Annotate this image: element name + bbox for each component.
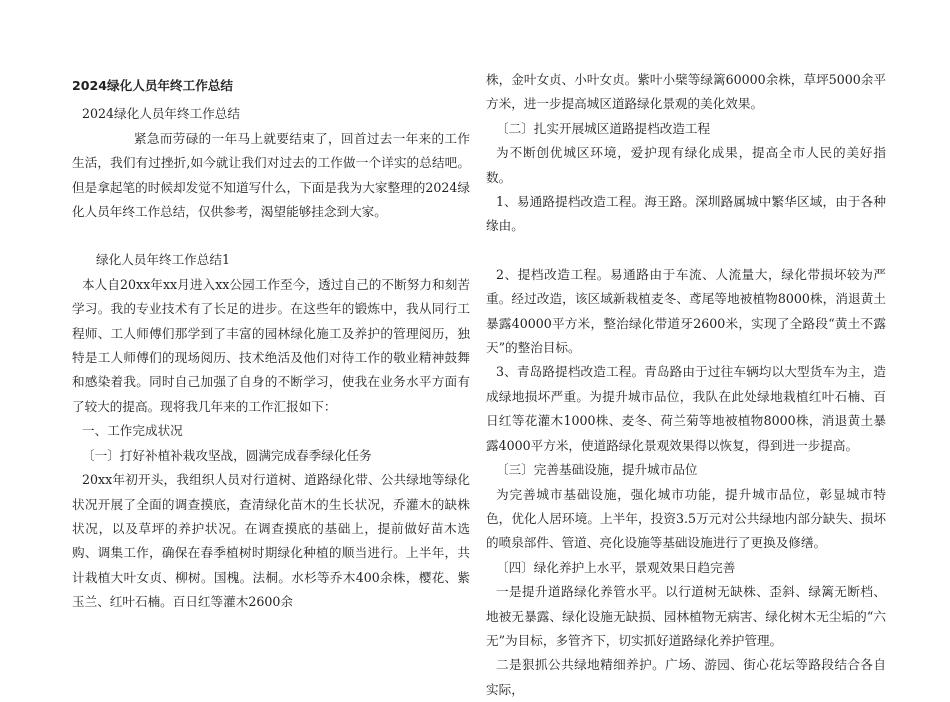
blank-line — [72, 224, 470, 248]
subsection-heading: 〔一〕打好补植补栽攻坚战，圆满完成春季绿化任务 — [82, 447, 372, 463]
body-paragraph: 为不断创优城区环境，爱护现有绿化成果，提高全市人民的美好指数。 — [486, 145, 886, 185]
body-paragraph: 20xx年初开头，我组织人员对行道树、道路绿化带、公共绿地等绿化状况开展了全面的调查摸底，查清绿化苗木的生长状况，乔灌木的缺株状况，以及草坪的养护状况。在调查摸底的基础上，提前做好苗木选购、调集工作，确保在春季植树时期绿化种植的顺当进行。上半年，共计栽植大叶女贞、柳树。国槐。法桐。水杉等乔木400余株，樱花、紫玉兰、红叶石楠。百日红等灌木2600余 — [72, 472, 470, 610]
body-paragraph-continued: 株，金叶女贞、小叶女贞。紫叶小檗等绿篱60000余株，草坪5000余平方米，进一步提高城区道路绿化景观的美化效果。 — [486, 72, 886, 112]
blank-line — [486, 239, 886, 263]
document-title: 2024绿化人员年终工作总结 — [72, 78, 233, 93]
subsection-heading: 〔二〕扎实开展城区道路提档改造工程 — [496, 120, 711, 136]
section-heading-work: 一、工作完成状况 — [82, 423, 183, 439]
right-column — [486, 68, 886, 702]
body-paragraph: 为完善城市基础设施，强化城市功能，提升城市品位，彰显城市特色，优化人居环境。上半年，投资3.5万元对公共绿地内部分缺失、损坏的喷泉部件、管道、亮化设施等基础设施进行了更换及修缮。 — [486, 486, 886, 551]
list-item: 3、青岛路提档改造工程。青岛路由于过往车辆均以大型货车为主，造成绿地损坏严重。为提升城市品位，我队在此处绿地栽植红叶石楠、百日红等花灌木1000株、麦冬、荷兰菊等地被植物8000株，消退黄土暴露4000平方米，使道路绿化景观效果得以恢复，得到进一步提高。 — [486, 364, 886, 453]
intro-paragraph: 紧急而劳碌的一年马上就要结束了，回首过去一年来的工作生活，我们有过挫折,如今就让我们对过去的工作做一个详实的总结吧。但是拿起笔的时候却发觉不知道写什么，下面是我为大家整理的2024绿化人员年终工作总结，仅供参考，渴望能够挂念到大家。 — [72, 130, 470, 220]
body-paragraph: 一是提升道路绿化养管水平。以行道树无缺株、歪斜、绿篱无断档、地被无暴露、绿化设施无缺损、园林植物无病害、绿化树木无尘垢的“六无”为目标，多管齐下，切实抓好道路绿化养护管理。 — [486, 584, 886, 648]
section-heading: 绿化人员年终工作总结1 — [96, 252, 230, 268]
document-subtitle: 2024绿化人员年终工作总结 — [82, 106, 240, 122]
list-item: 2、提档改造工程。易通路由于车流、人流量大，绿化带损坏较为严重。经过改造，该区域新栽植麦冬、鸢尾等地被植物8000株，消退黄土暴露40000平方米，整治绿化带道牙2600米，实现了全路段“黄土不露天”的整治目标。 — [486, 266, 886, 356]
body-paragraph: 本人自20xx年xx月进入xx公园工作至今，透过自己的不断努力和刻苦学习。我的专业技术有了长足的进步。在这些年的锻炼中，我从同行工程师、工人师傅们那学到了丰富的园林绿化施工及养护的管理阅历，独特是工人师傅们的现场阅历、技术绝活及他们对待工作的敬业精神鼓舞和感染着我。同时自己加强了自身的不断学习，使我在业务水平方面有了较大的提高。现将我几年来的工作汇报如下： — [72, 276, 470, 414]
list-item: 1、易通路提档改造工程。海王路。深圳路属城中繁华区域，由于各种缘由。 — [486, 194, 886, 234]
subsection-heading: 〔四〕绿化养护上水平，景观效果日趋完善 — [496, 559, 736, 575]
body-paragraph: 二是狠抓公共绿地精细养护。广场、游园、街心花坛等路段结合各自实际， — [486, 657, 886, 697]
left-column — [72, 68, 470, 615]
subsection-heading: 〔三〕完善基础设施，提升城市品位 — [496, 462, 698, 478]
